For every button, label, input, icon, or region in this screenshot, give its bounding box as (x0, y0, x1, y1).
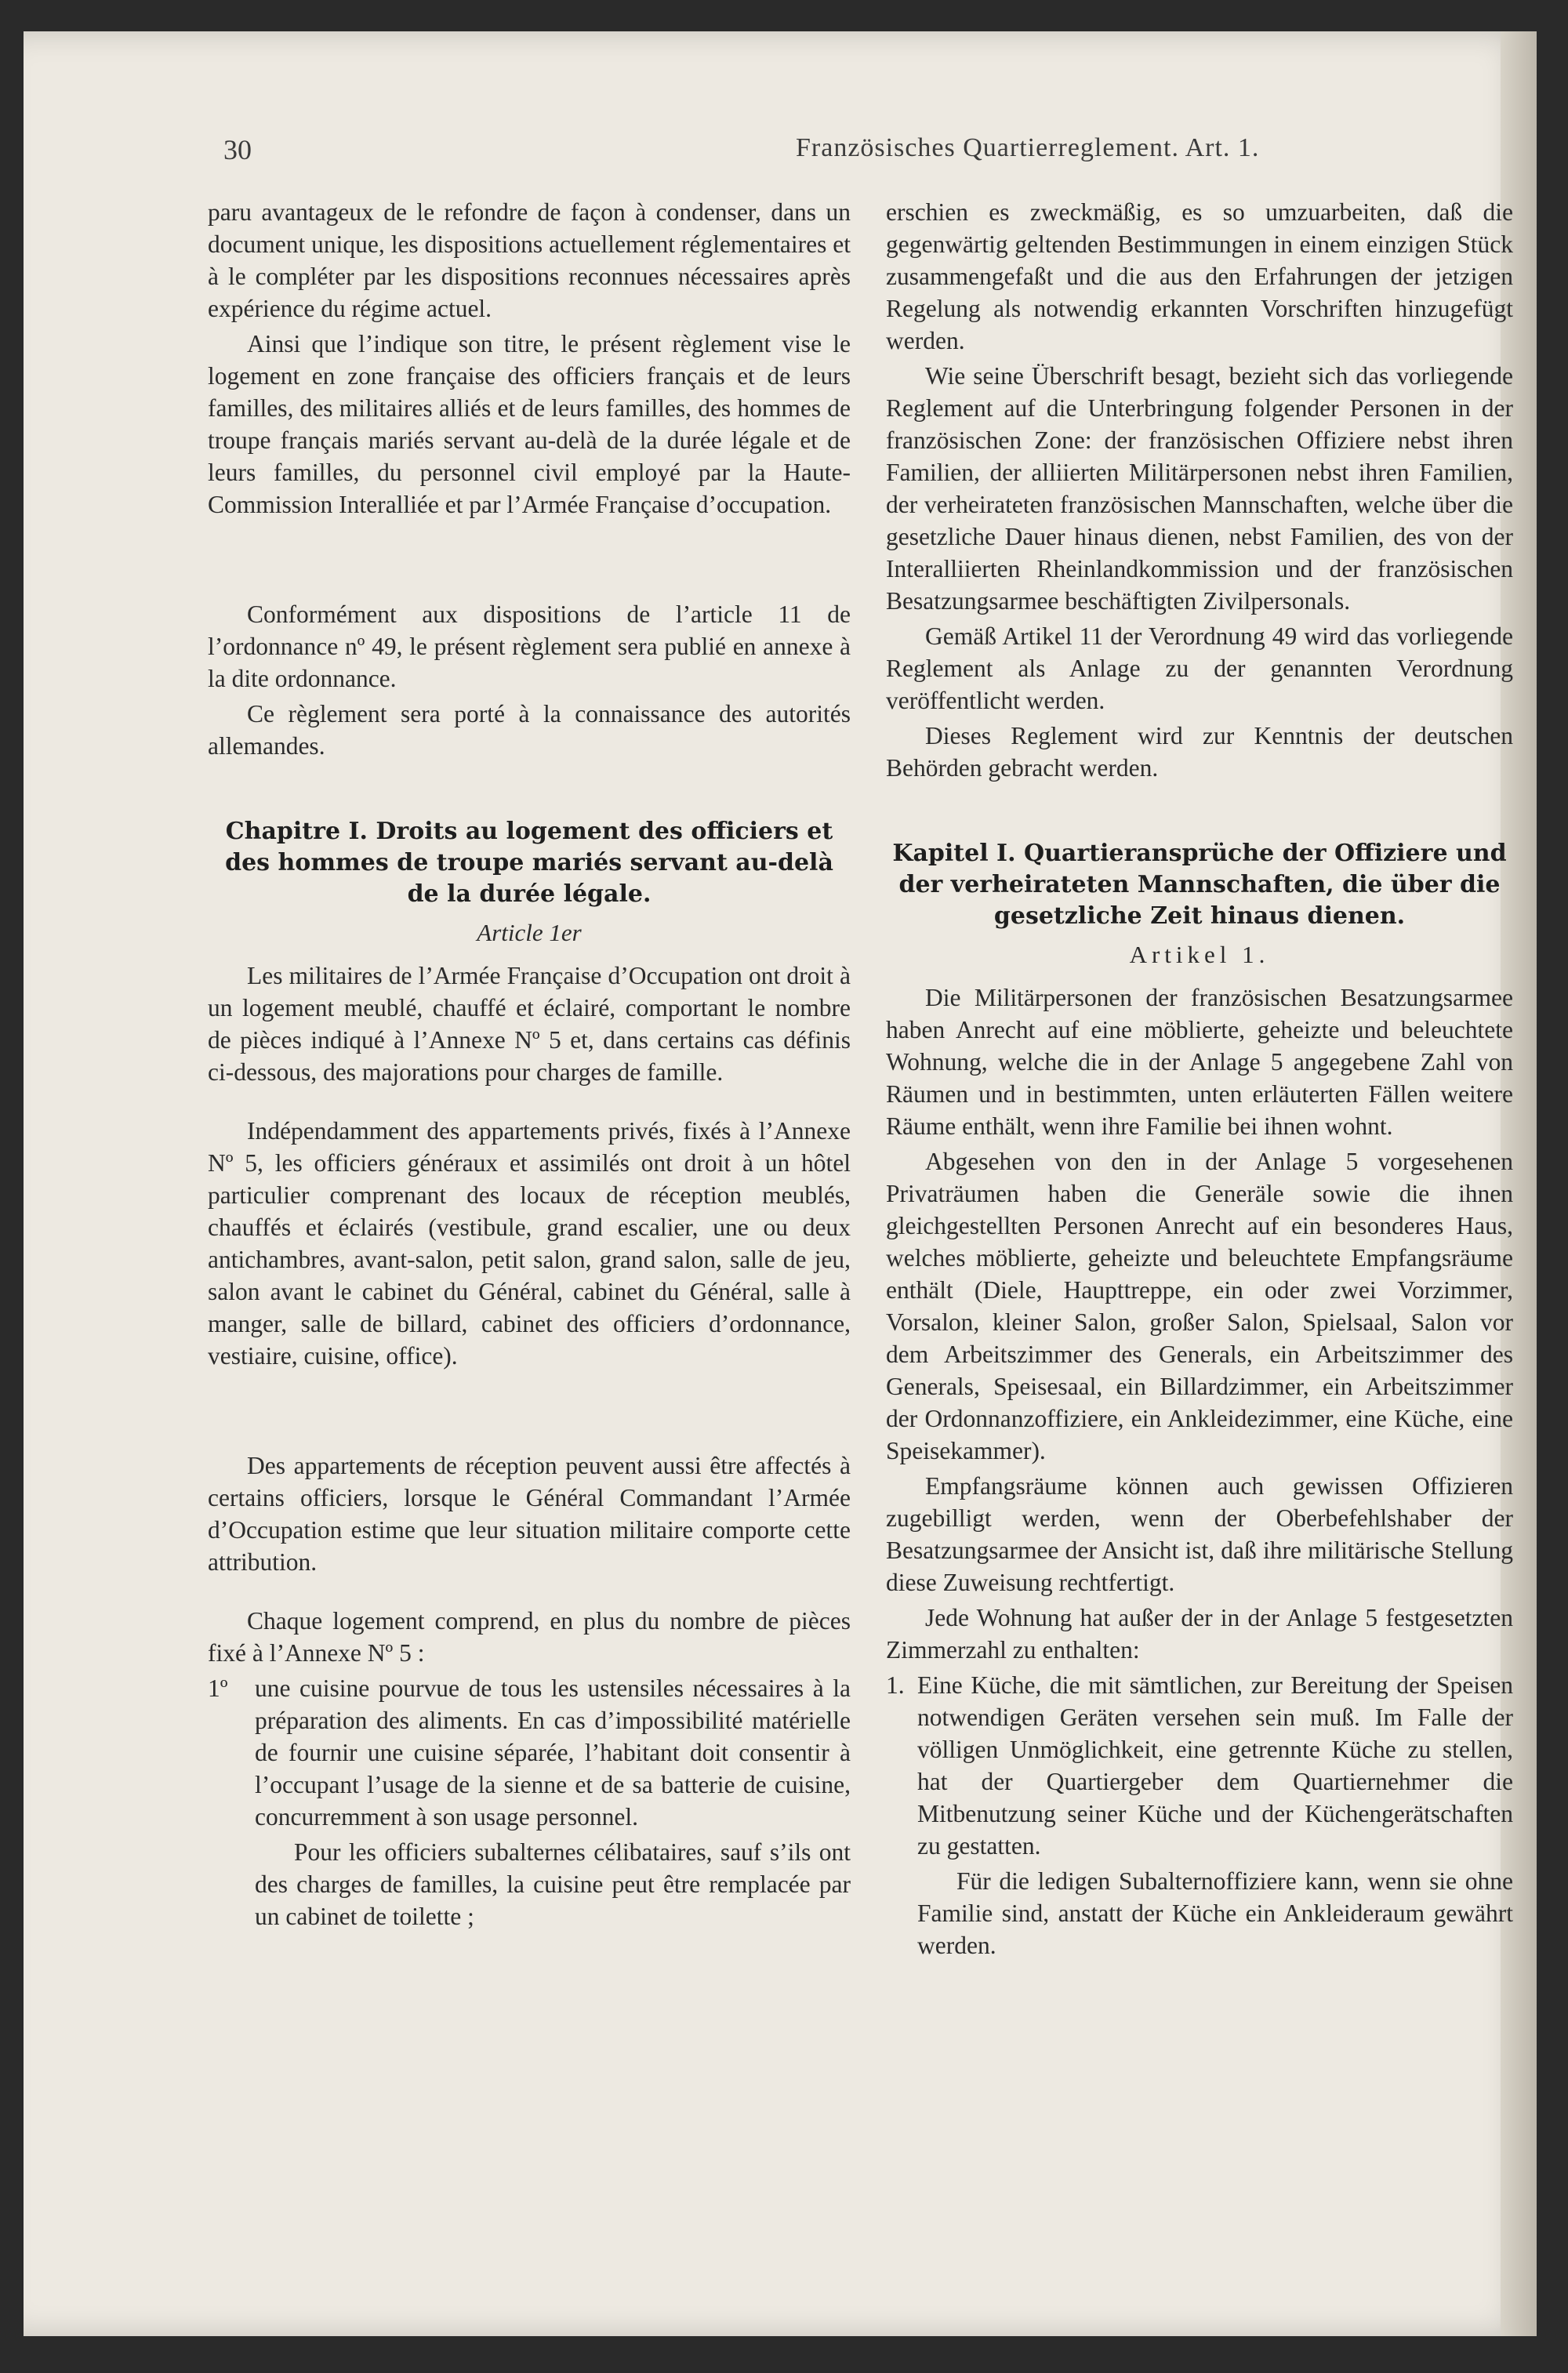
de-article-paragraph-1: Die Militärpersonen der französischen Besatzungsarmee haben Anrecht auf eine möblierte, geheizte und beleuchtete Wohnung, welche die in der Anlage 5 angegebene Zahl von Räumen und in bestimmten, unten erläuterten Fällen weitere Räume enthält, wenn ihre Familie bei ihnen wohnt. (886, 984, 1513, 1140)
fr-list-item-1-number: 1º (208, 1675, 228, 1702)
fr-list-item-1-subparagraph: Pour les officiers subalternes célibataires, sauf s’ils ont des charges de familles, la cuisine peut être remplacée par un cabinet de toilette ; (255, 1838, 851, 1930)
de-article-paragraph-3: Empfangsräume können auch gewissen Offizieren zugebilligt werden, wenn der Oberbefehlshaber der Besatzungsarmee der Ansicht ist, daß ihre militärische Stellung diese Zuweisung rechtfertigt. (886, 1472, 1513, 1596)
fr-list-item-1 (208, 1672, 851, 1833)
de-list-item-1 (886, 1669, 1513, 1862)
german-column (886, 196, 1513, 1965)
fr-article-title: Article 1er (477, 919, 582, 946)
fr-article-paragraph-3: Des appartements de réception peuvent aussi être affectés à certains officiers, lorsque le Général Commandant l’Armée d’Occupation estime que leur situation militaire comporte cette attribution. (208, 1452, 851, 1576)
fr-intro-paragraph-1: paru avantageux de le refondre de façon à condenser, dans un document unique, les dispositions actuellement réglementaires et à le compléter par les dispositions reconnues nécessaires après expérience du régime actuel. (208, 198, 851, 322)
de-list-item-1-number: 1. (886, 1671, 905, 1699)
page-number: 30 (223, 134, 252, 165)
fr-list-item-1-text: une cuisine pourvue de tous les ustensiles nécessaires à la préparation des aliments. En cas d’impossibilité matérielle de fournir une cuisine séparée, l’habitant doit consentir à l’occupant l’usage de la sienne et de sa batterie de cuisine, concurremment à son usage personnel. (255, 1675, 851, 1831)
de-list-item-1-subparagraph: Für die ledigen Subalternoffiziere kann, wenn sie ohne Familie sind, anstatt der Küche ein Ankleideraum gewährt werden. (917, 1867, 1513, 1959)
french-column (208, 196, 851, 1936)
de-chapter-title: Kapitel I. Quartieransprüche der Offiziere und der verheirateten Mannschaften, die über die gesetzliche Zeit hinaus dienen. (892, 840, 1507, 930)
fr-intro-paragraph-3: Conformément aux dispositions de l’article 11 de l’ordonnance nº 49, le présent règlement sera publié en annexe à la dite ordonnance. (208, 601, 851, 692)
fr-intro-paragraph-2: Ainsi que l’indique son titre, le présent règlement vise le logement en zone française des officiers français et de leurs familles, des militaires alliés et de leurs familles, des hommes de troupe français mariés servant au-delà de la durée légale et de leurs familles, du personnel civil employé par la Haute-Commission Interalliée et par l’Armée Française d’occupation. (208, 330, 851, 518)
fr-article-paragraph-2: Indépendamment des appartements privés, fixés à l’Annexe Nº 5, les officiers généraux et assimilés ont droit à un hôtel particulier comprenant des locaux de réception meublés, chauffés et éclairés (vestibule, grand escalier, une ou deux antichambres, avant-salon, petit salon, grand salon, salle de jeu, salon avant le cabinet du Général, cabinet du Général, salle à manger, salle de billard, cabinet des officiers d’ordonnance, vestiaire, cuisine, office). (208, 1117, 851, 1370)
de-intro-paragraph-1: erschien es zweckmäßig, es so umzuarbeiten, daß die gegenwärtig geltenden Bestimmungen in einem einzigen Stück zusammengefaßt und die aus den Erfahrungen der jetzigen Regelung als notwendig erkannten Vorschriften hinzugefügt werden. (886, 198, 1513, 354)
fr-article-paragraph-1: Les militaires de l’Armée Française d’Occupation ont droit à un logement meublé, chauffé et éclairé, comportant le nombre de pièces indiqué à l’Annexe Nº 5 et, dans certains cas définis ci-dessous, des majorations pour charges de famille. (208, 962, 851, 1086)
fr-chapter-title: Chapitre I. Droits au logement des officiers et des hommes de troupe mariés servant au-delà de la durée légale. (225, 818, 833, 908)
de-intro-paragraph-4: Dieses Reglement wird zur Kenntnis der deutschen Behörden gebracht werden. (886, 722, 1513, 782)
de-intro-paragraph-3: Gemäß Artikel 11 der Verordnung 49 wird das vorliegende Reglement als Anlage zu der genannten Verordnung veröffentlicht werden. (886, 622, 1513, 714)
de-article-paragraph-2: Abgesehen von den in der Anlage 5 vorgesehenen Privaträumen haben die Generäle sowie die ihnen gleichgestellten Personen Anrecht auf ein besonderes Haus, welches möblierte, geheizte und beleuchtete Empfangsräume enthält (Diele, Haupttreppe, ein oder zwei Vorzimmer, Vorsalon, kleiner Salon, großer Salon, Spielsaal, Salon vor dem Arbeitszimmer des Generals, ein Arbeitszimmer des Generals, Speisesaal, ein Billardzimmer, ein Arbeitszimmer der Ordonnanzoffiziere, ein Ankleidezimmer, eine Küche, eine Speisekammer). (886, 1148, 1513, 1464)
de-article-title: Artikel 1. (1129, 941, 1270, 968)
de-article-paragraph-4: Jede Wohnung hat außer der in der Anlage 5 festgesetzten Zimmerzahl zu enthalten: (886, 1604, 1513, 1664)
de-list-item-1-text: Eine Küche, die mit sämtlichen, zur Bereitung der Speisen notwendigen Geräten versehen sein muß. Im Falle der völligen Unmöglichkeit, eine getrennte Küche zu stellen, hat der Quartiergeber dem Quartiernehmer die Mitbenutzung seiner Küche und der Küchengerätschaften zu gestatten. (917, 1671, 1513, 1860)
de-intro-paragraph-2: Wie seine Überschrift besagt, bezieht sich das vorliegende Reglement auf die Unterbringung folgender Personen in der französischen Zone: der französischen Offiziere nebst ihren Familien, der alliierten Militärpersonen nebst ihren Familien, der verheirateten französischen Mannschaften, welche über die gesetzliche Dauer hinaus dienen, nebst Familien, des von der Interalliierten Rheinlandkommission und der französischen Besatzungsarmee beschäftigten Zivilpersonals. (886, 362, 1513, 615)
fr-intro-paragraph-4: Ce règlement sera porté à la connaissance des autorités allemandes. (208, 700, 851, 760)
running-title: Französisches Quartierreglement. Art. 1. (796, 133, 1260, 162)
fr-article-paragraph-4: Chaque logement comprend, en plus du nombre de pièces fixé à l’Annexe Nº 5 : (208, 1607, 851, 1667)
page-header (200, 133, 1533, 172)
